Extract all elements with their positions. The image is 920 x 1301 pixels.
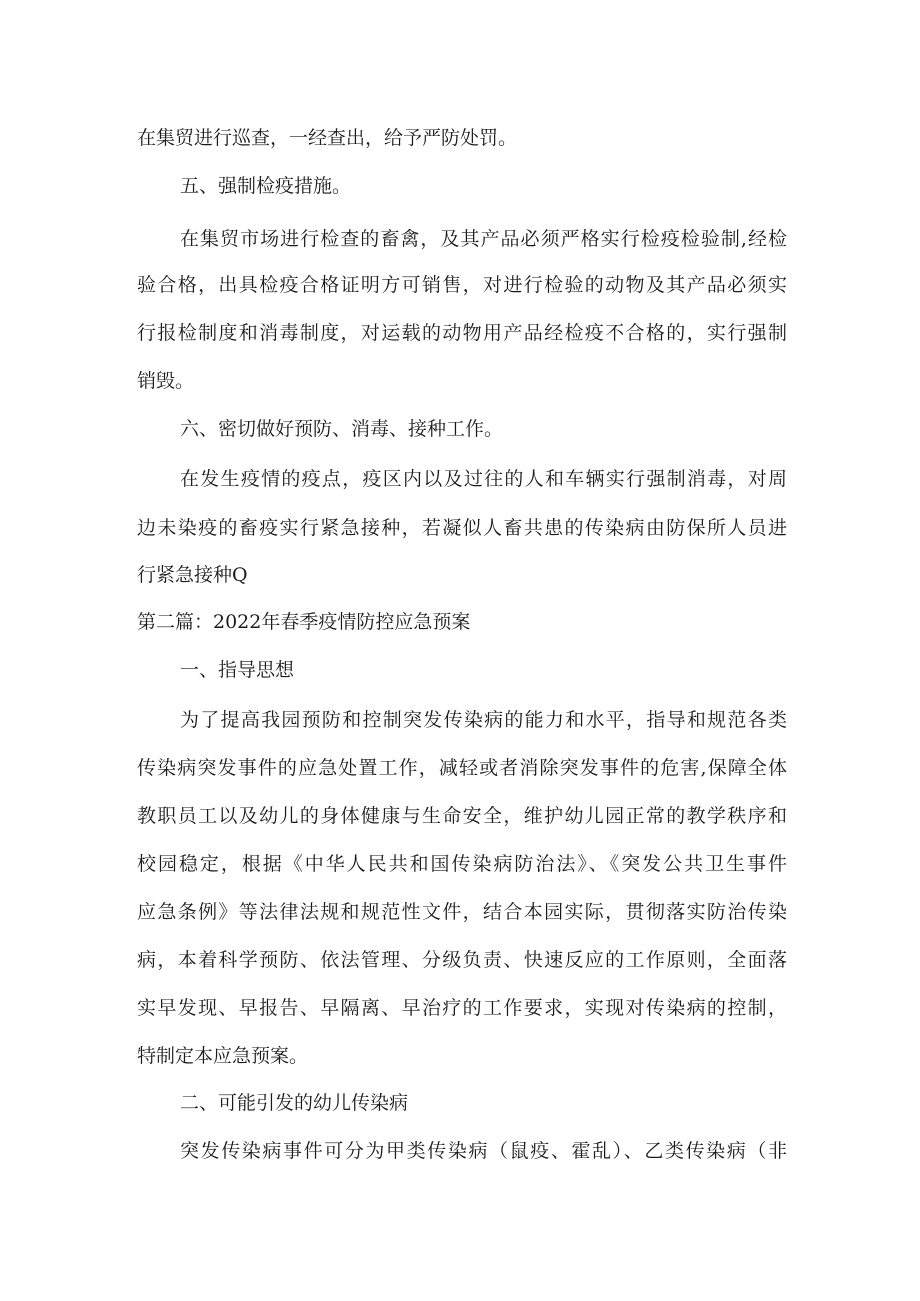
paragraph-line: 校园稳定，根据《中华人民共和国传染病防治法》、《突发公共卫生事件 xyxy=(137,853,787,875)
paragraph-line: 特制定本应急预案。 xyxy=(137,1045,309,1067)
paragraph-line: 在发生疫情的疫点，疫区内以及过往的人和车辆实行强制消毒，对周 xyxy=(180,468,787,490)
paragraph-line: 销毁。 xyxy=(137,370,195,392)
paragraph-line: 应急条例》等法律法规和规范性文件，结合本园实际，贯彻落实防治传染 xyxy=(137,901,787,923)
section-heading: 六、密切做好预防、消毒、接种工作。 xyxy=(180,418,504,440)
paragraph-line: 验合格，出具检疫合格证明方可销售，对进行检验的动物及其产品必须实 xyxy=(137,274,787,296)
section-heading: 一、指导思想 xyxy=(180,659,295,681)
paragraph-line: 为了提高我园预防和控制突发传染病的能力和水平，指导和规范各类 xyxy=(180,709,787,731)
section-heading: 五、强制检疫措施。 xyxy=(180,175,352,197)
paragraph-line: 行紧急接种Q xyxy=(137,564,248,586)
paragraph-line: 传染病突发事件的应急处置工作，减轻或者消除突发事件的危害,保障全体 xyxy=(137,757,787,779)
paragraph-line: 在集贸市场进行检查的畜禽，及其产品必须严格实行检疫检验制,经检 xyxy=(180,228,787,250)
paragraph-line: 在集贸进行巡查，一经查出，给予严防处罚。 xyxy=(137,127,518,149)
paragraph-line: 边未染疫的畜疫实行紧急接种，若凝似人畜共患的传染病由防保所人员进 xyxy=(137,517,787,539)
paragraph-line: 教职员工以及幼儿的身体健康与生命安全，维护幼儿园正常的教学秩序和 xyxy=(137,805,787,827)
paragraph-line: 实早发现、早报告、早隔离、早治疗的工作要求，实现对传染病的控制， xyxy=(137,997,787,1019)
chapter-title: 第二篇：2022年春季疫情防控应急预案 xyxy=(137,611,471,633)
paragraph-line: 病，本着科学预防、依法管理、分级负责、快速反应的工作原则，全面落 xyxy=(137,949,787,971)
paragraph-line: 行报检制度和消毒制度，对运载的动物用产品经检疫不合格的，实行强制 xyxy=(137,322,787,344)
paragraph-line: 突发传染病事件可分为甲类传染病（鼠疫、霍乱）、乙类传染病（非 xyxy=(180,1140,787,1162)
section-heading: 二、可能引发的幼儿传染病 xyxy=(180,1092,409,1114)
